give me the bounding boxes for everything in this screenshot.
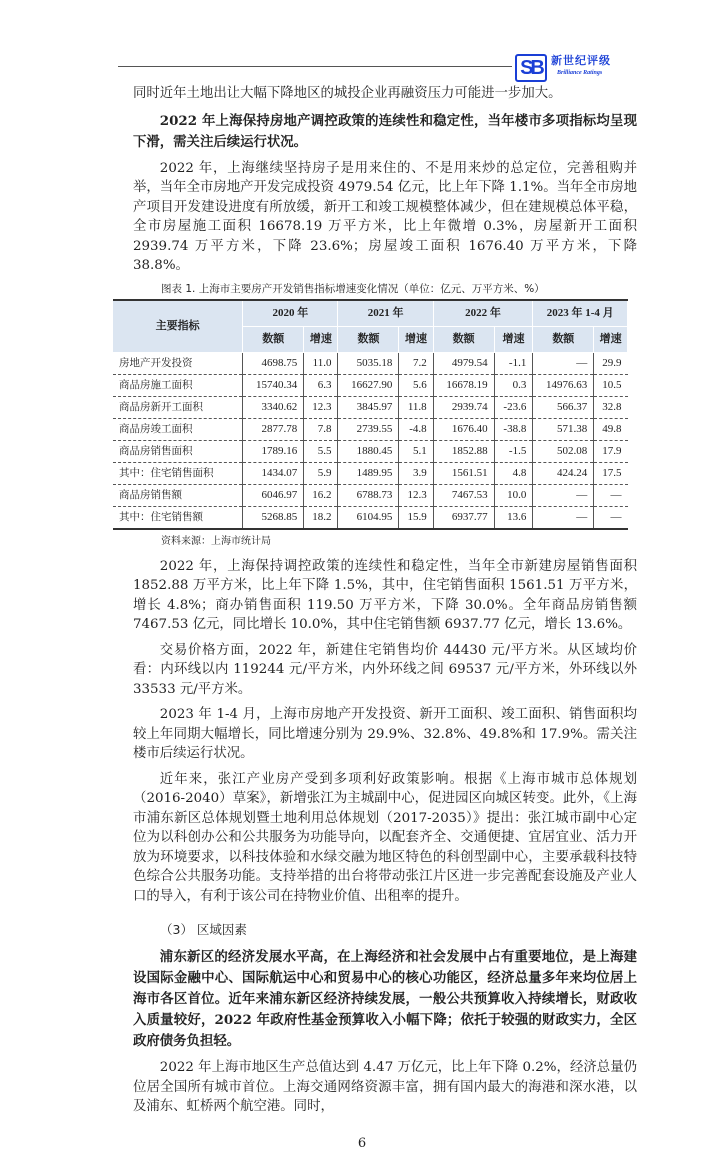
paragraph: 同时近年土地出让大幅下降地区的城投企业再融资压力可能进一步加大。 bbox=[133, 86, 562, 101]
table-cell: 6788.73 bbox=[338, 484, 399, 506]
table-cell: -38.8 bbox=[494, 418, 533, 440]
table-row bbox=[113, 506, 628, 529]
row-label: 商品房销售面积 bbox=[113, 440, 243, 462]
table-row bbox=[113, 418, 628, 440]
table-cell: 1676.40 bbox=[433, 418, 494, 440]
table-cell: -4.8 bbox=[399, 418, 433, 440]
table-cell: 16.2 bbox=[304, 484, 338, 506]
header-year: 2021 年 bbox=[338, 300, 433, 327]
table-cell: 4979.54 bbox=[433, 352, 494, 374]
table-cell: 15740.34 bbox=[243, 374, 304, 396]
table-cell: 1434.07 bbox=[243, 462, 304, 484]
header-sub: 增速 bbox=[494, 326, 533, 352]
table-cell: 17.9 bbox=[594, 440, 628, 462]
table-cell: 502.08 bbox=[533, 440, 594, 462]
table-row bbox=[113, 374, 628, 396]
row-label: 其中：住宅销售面积 bbox=[113, 462, 243, 484]
table-cell: 13.6 bbox=[494, 506, 533, 529]
row-label: 商品房新开工面积 bbox=[113, 396, 243, 418]
section-heading: （3） 区域因素 bbox=[160, 922, 247, 937]
table-cell: 6104.95 bbox=[338, 506, 399, 529]
table-cell: — bbox=[533, 352, 594, 374]
table-cell: 16627.90 bbox=[338, 374, 399, 396]
row-label: 商品房施工面积 bbox=[113, 374, 243, 396]
table-cell: 7.2 bbox=[399, 352, 433, 374]
page-number: 6 bbox=[357, 1135, 367, 1151]
table-caption: 图表 1. 上海市主要房产开发销售指标增速变化情况（单位：亿元、万平方米、%） bbox=[161, 282, 545, 295]
paragraph: 2022 年上海市地区生产总值达到 4.47 万亿元，比上年下降 0.2%，经济总量仍位居全国所有城市首位。上海交通网络资源丰富，拥有国内最大的海港和深水港，以及浦东、虹桥两个航空港。同时， bbox=[133, 1060, 637, 1114]
table-cell: — bbox=[594, 484, 628, 506]
table-cell: 3340.62 bbox=[243, 396, 304, 418]
header-sub: 增速 bbox=[399, 326, 433, 352]
table-cell: 2939.74 bbox=[433, 396, 494, 418]
table-cell: -1.5 bbox=[494, 440, 533, 462]
table-cell: 6046.97 bbox=[243, 484, 304, 506]
header-sub: 数额 bbox=[243, 326, 304, 352]
table-cell: 10.5 bbox=[594, 374, 628, 396]
table-cell: 1489.95 bbox=[338, 462, 399, 484]
table-cell: 12.3 bbox=[304, 396, 338, 418]
table-cell: 15.9 bbox=[399, 506, 433, 529]
table-cell: 1852.88 bbox=[433, 440, 494, 462]
table-cell: 5268.85 bbox=[243, 506, 304, 529]
table-cell: 7.8 bbox=[304, 418, 338, 440]
row-label: 商品房竣工面积 bbox=[113, 418, 243, 440]
header-sub: 增速 bbox=[304, 326, 338, 352]
table-cell: 5.1 bbox=[399, 440, 433, 462]
table-cell: 6.3 bbox=[304, 374, 338, 396]
table-cell: 7467.53 bbox=[433, 484, 494, 506]
table-cell: 10.0 bbox=[494, 484, 533, 506]
header-sub: 数额 bbox=[433, 326, 494, 352]
paragraph: 2023 年 1-4 月，上海市房地产开发投资、新开工面积、竣工面积、销售面积均较上年同期大幅增长，同比增速分别为 29.9%、32.8%、49.8%和 17.9%。需关注楼市后续运行状况。 bbox=[133, 707, 637, 761]
paragraph: 2022 年，上海保持调控政策的连续性和稳定性，当年全市新建房屋销售面积 1852.88 万平方米，比上年下降 1.5%，其中，住宅销售面积 1561.51 万平方米，增长 4.8%；商办销售面积 119.50 万平方米，下降 30.0%。全年商品房销售额 7467.53 亿元，同比增长 10.0%，其中住宅销售额 6937.77 亿元，增长 13.6%。 bbox=[133, 558, 637, 632]
table-cell: 571.38 bbox=[533, 418, 594, 440]
table-cell: 6937.77 bbox=[433, 506, 494, 529]
table-cell: 5.6 bbox=[399, 374, 433, 396]
row-label: 商品房销售额 bbox=[113, 484, 243, 506]
header-year: 2020 年 bbox=[243, 300, 338, 327]
table-cell: 14976.63 bbox=[533, 374, 594, 396]
table-cell: 18.2 bbox=[304, 506, 338, 529]
table-row bbox=[113, 440, 628, 462]
table-cell: 5.9 bbox=[304, 462, 338, 484]
table-cell: — bbox=[594, 506, 628, 529]
table-cell: 566.37 bbox=[533, 396, 594, 418]
paragraph: 交易价格方面，2022 年，新建住宅销售均价 44430 元/平方米。从区域均价看：内环线以内 119244 元/平方米，内外环线之间 69537 元/平方米，外环线以外 33533 元/平方米。 bbox=[133, 642, 637, 697]
table-cell: 17.5 bbox=[594, 462, 628, 484]
table-cell: 4698.75 bbox=[243, 352, 304, 374]
bold-summary: 浦东新区的经济发展水平高，在上海经济和社会发展中占有重要地位，是上海建设国际金融中心、国际航运中心和贸易中心的核心功能区，经济总量多年来均位居上海市各区首位。近年来浦东新区经济持续发展，一般公共预算收入持续增长，财政收入质量较好，2022 年政府性基金预算收入小幅下降；依托于较强的财政实力，全区政府债务负担轻。 bbox=[133, 949, 637, 1049]
table-cell: 12.3 bbox=[399, 484, 433, 506]
logo-chinese-name: 新世纪评级 bbox=[551, 54, 611, 67]
table-row bbox=[113, 462, 628, 484]
header-sub: 增速 bbox=[594, 326, 628, 352]
row-label: 房地产开发投资 bbox=[113, 352, 243, 374]
header-main-indicator: 主要指标 bbox=[113, 300, 243, 353]
paragraph: 近年来，张江产业房产受到多项利好政策影响。根据《上海市城市总体规划（2016-2040）草案》，新增张江为主城副中心，促进园区向城区转变。此外，《上海市浦东新区总体规划暨土地利用总体规划（2017-2035）》提出：张江城市副中心定位为以科创办公和公共服务为功能导向，以配套齐全、交通便捷、宜居宜业、活力开放为环境要求，以科技体验和水绿交融为地区特色的科创型副中心，主要承载科技特色综合公共服务功能。支持举措的出台将带动张江片区进一步完善配套设施及产业人口的导入，有利于该公司在持物业价值、出租率的提升。 bbox=[133, 771, 637, 904]
table-cell: -1.1 bbox=[494, 352, 533, 374]
table-cell: -23.6 bbox=[494, 396, 533, 418]
table-row bbox=[113, 396, 628, 418]
header-sub: 数额 bbox=[338, 326, 399, 352]
table-cell: 0.3 bbox=[494, 374, 533, 396]
table-cell: — bbox=[533, 484, 594, 506]
table-cell: — bbox=[533, 506, 594, 529]
header-year: 2023 年 1-4 月 bbox=[533, 300, 628, 327]
table-cell: 2739.55 bbox=[338, 418, 399, 440]
table-cell: 424.24 bbox=[533, 462, 594, 484]
table-cell: 2877.78 bbox=[243, 418, 304, 440]
table-cell: 1561.51 bbox=[433, 462, 494, 484]
logo-english-name: Brilliance Ratings bbox=[557, 70, 603, 76]
logo-mark-icon: SB bbox=[515, 54, 547, 82]
page-body bbox=[119, 0, 637, 1173]
table-cell: 11.0 bbox=[304, 352, 338, 374]
row-label: 其中：住宅销售额 bbox=[113, 506, 243, 529]
table-cell: 29.9 bbox=[594, 352, 628, 374]
table-cell: 5035.18 bbox=[338, 352, 399, 374]
table-row bbox=[113, 352, 628, 374]
paragraph: 2022 年，上海继续坚持房子是用来住的、不是用来炒的总定位，完善租购并举，当年全市房地产开发完成投资 4979.54 亿元，比上年下降 1.1%。当年全市房地产项目开发建设进度有所放缓，新开工和竣工规模整体减少，但在建规模总体平稳，全市房屋施工面积 16678.19 万平方米，比上年微增 0.3%，房屋新开工面积 2939.74 万平方米，下降 23.6%；房屋竣工面积 1676.40 万平方米，下降 38.8%。 bbox=[133, 160, 637, 273]
table-cell: 1880.45 bbox=[338, 440, 399, 462]
table-cell: 32.8 bbox=[594, 396, 628, 418]
table-cell: 49.8 bbox=[594, 418, 628, 440]
header-sub: 数额 bbox=[533, 326, 594, 352]
table-cell: 16678.19 bbox=[433, 374, 494, 396]
table-cell: 11.8 bbox=[399, 396, 433, 418]
table-source: 资料来源：上海市统计局 bbox=[161, 535, 271, 547]
table-cell: 4.8 bbox=[494, 462, 533, 484]
real-estate-table bbox=[113, 299, 628, 530]
table-row bbox=[113, 484, 628, 506]
table-cell: 1789.16 bbox=[243, 440, 304, 462]
table-cell: 3845.97 bbox=[338, 396, 399, 418]
header-year: 2022 年 bbox=[433, 300, 533, 327]
table-cell: 5.5 bbox=[304, 440, 338, 462]
table-cell: 3.9 bbox=[399, 462, 433, 484]
bold-summary: 2022 年上海保持房地产调控政策的连续性和稳定性，当年楼市多项指标均呈现下滑，需关注后续运行状况。 bbox=[133, 112, 637, 150]
